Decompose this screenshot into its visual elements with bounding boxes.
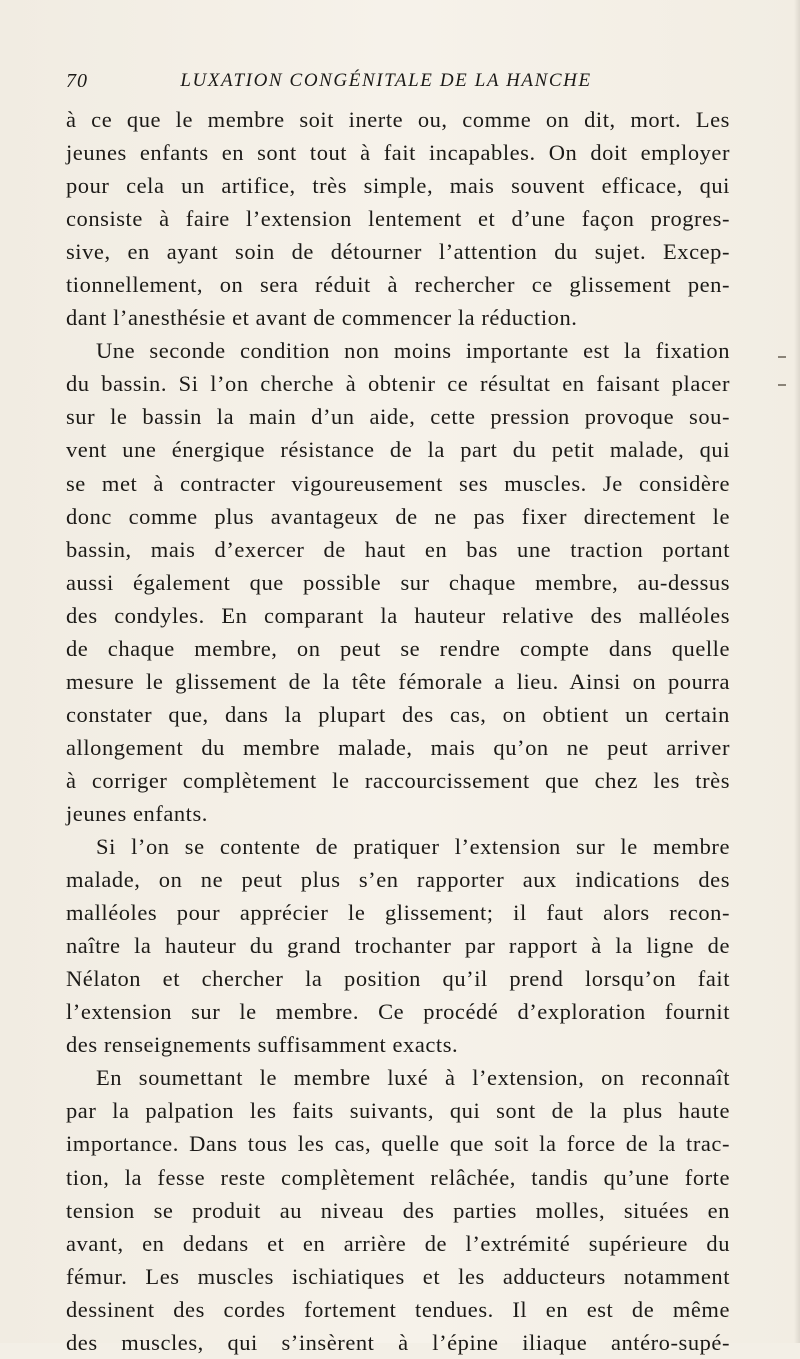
- text-line: allongement du membre malade, mais qu’on ne peut arriver: [66, 734, 730, 760]
- text-line: l’extension sur le membre. Ce procédé d’exploration fournit: [66, 999, 730, 1025]
- text-line: tion, la fesse reste complètement relâchée, tandis qu’une forte: [66, 1164, 730, 1190]
- text-line: avant, en dedans et en arrière de l’extrémité supérieure du: [66, 1230, 730, 1256]
- page-header: [66, 70, 706, 100]
- margin-mark: [778, 356, 786, 358]
- paragraph-first-line: Si l’on se contente de pratiquer l’extension sur le membre: [96, 834, 730, 860]
- margin-mark: [778, 384, 786, 386]
- text-line: pour cela un artifice, très simple, mais souvent efficace, qui: [66, 173, 730, 199]
- text-line: importance. Dans tous les cas, quelle que soit la force de la trac-: [66, 1131, 730, 1157]
- text-line: malade, on ne peut plus s’en rapporter aux indications des: [66, 867, 730, 893]
- text-line: des renseignements suffisamment exacts.: [66, 1032, 459, 1058]
- text-line: à ce que le membre soit inerte ou, comme on dit, mort. Les: [66, 107, 730, 132]
- text-line: vent une énergique résistance de la part du petit malade, qui: [66, 437, 730, 463]
- text-line: jeunes enfants en sont tout à fait incapables. On doit employer: [66, 140, 730, 166]
- text-line: se met à contracter vigoureusement ses muscles. Je considère: [66, 470, 730, 496]
- body-text: [66, 103, 730, 1359]
- text-line: dant l’anesthésie et avant de commencer la réduction.: [66, 305, 578, 331]
- text-line: des muscles, qui s’insèrent à l’épine iliaque antéro-supé-: [66, 1329, 730, 1355]
- text-line: constater que, dans la plupart des cas, on obtient un certain: [66, 701, 730, 727]
- text-line: naître la hauteur du grand trochanter par rapport à la ligne de: [66, 933, 730, 959]
- text-line: donc comme plus avantageux de ne pas fixer directement le: [66, 503, 730, 529]
- text-line: mesure le glissement de la tête fémorale a lieu. Ainsi on pourra: [66, 668, 730, 694]
- text-line: sur le bassin la main d’un aide, cette pression provoque sou-: [66, 404, 730, 430]
- text-line: fémur. Les muscles ischiatiques et les adducteurs notamment: [66, 1263, 730, 1289]
- text-line: dessinent des cordes fortement tendues. Il en est de même: [66, 1296, 730, 1322]
- text-line: de chaque membre, on peut se rendre compte dans quelle: [66, 635, 730, 661]
- text-line: consiste à faire l’extension lentement et d’une façon progres-: [66, 206, 730, 232]
- text-line: tension se produit au niveau des parties molles, situées en: [66, 1197, 730, 1223]
- text-line: tionnellement, on sera réduit à rechercher ce glissement pen-: [66, 272, 730, 298]
- paragraph-first-line: Une seconde condition non moins importante est la fixation: [96, 338, 730, 364]
- page-number: 70: [66, 70, 88, 92]
- paragraph-first-line: En soumettant le membre luxé à l’extension, on reconnaît: [96, 1065, 730, 1091]
- text-line: du bassin. Si l’on cherche à obtenir ce résultat en faisant placer: [66, 371, 730, 397]
- running-title: LUXATION CONGÉNITALE DE LA HANCHE: [180, 70, 592, 91]
- text-line: aussi également que possible sur chaque membre, au-dessus: [66, 569, 730, 595]
- text-line: bassin, mais d’exercer de haut en bas une traction portant: [66, 536, 730, 562]
- text-line: jeunes enfants.: [66, 800, 208, 826]
- text-line: à corriger complètement le raccourcissement que chez les très: [66, 767, 730, 793]
- text-line: sive, en ayant soin de détourner l’attention du sujet. Excep-: [66, 239, 730, 265]
- text-line: Nélaton et chercher la position qu’il prend lorsqu’on fait: [66, 966, 730, 992]
- text-line: malléoles pour apprécier le glissement; il faut alors recon-: [66, 900, 730, 926]
- page-edge-shadow: [794, 0, 800, 1343]
- text-line: par la palpation les faits suivants, qui sont de la plus haute: [66, 1098, 730, 1124]
- text-line: des condyles. En comparant la hauteur relative des malléoles: [66, 602, 730, 628]
